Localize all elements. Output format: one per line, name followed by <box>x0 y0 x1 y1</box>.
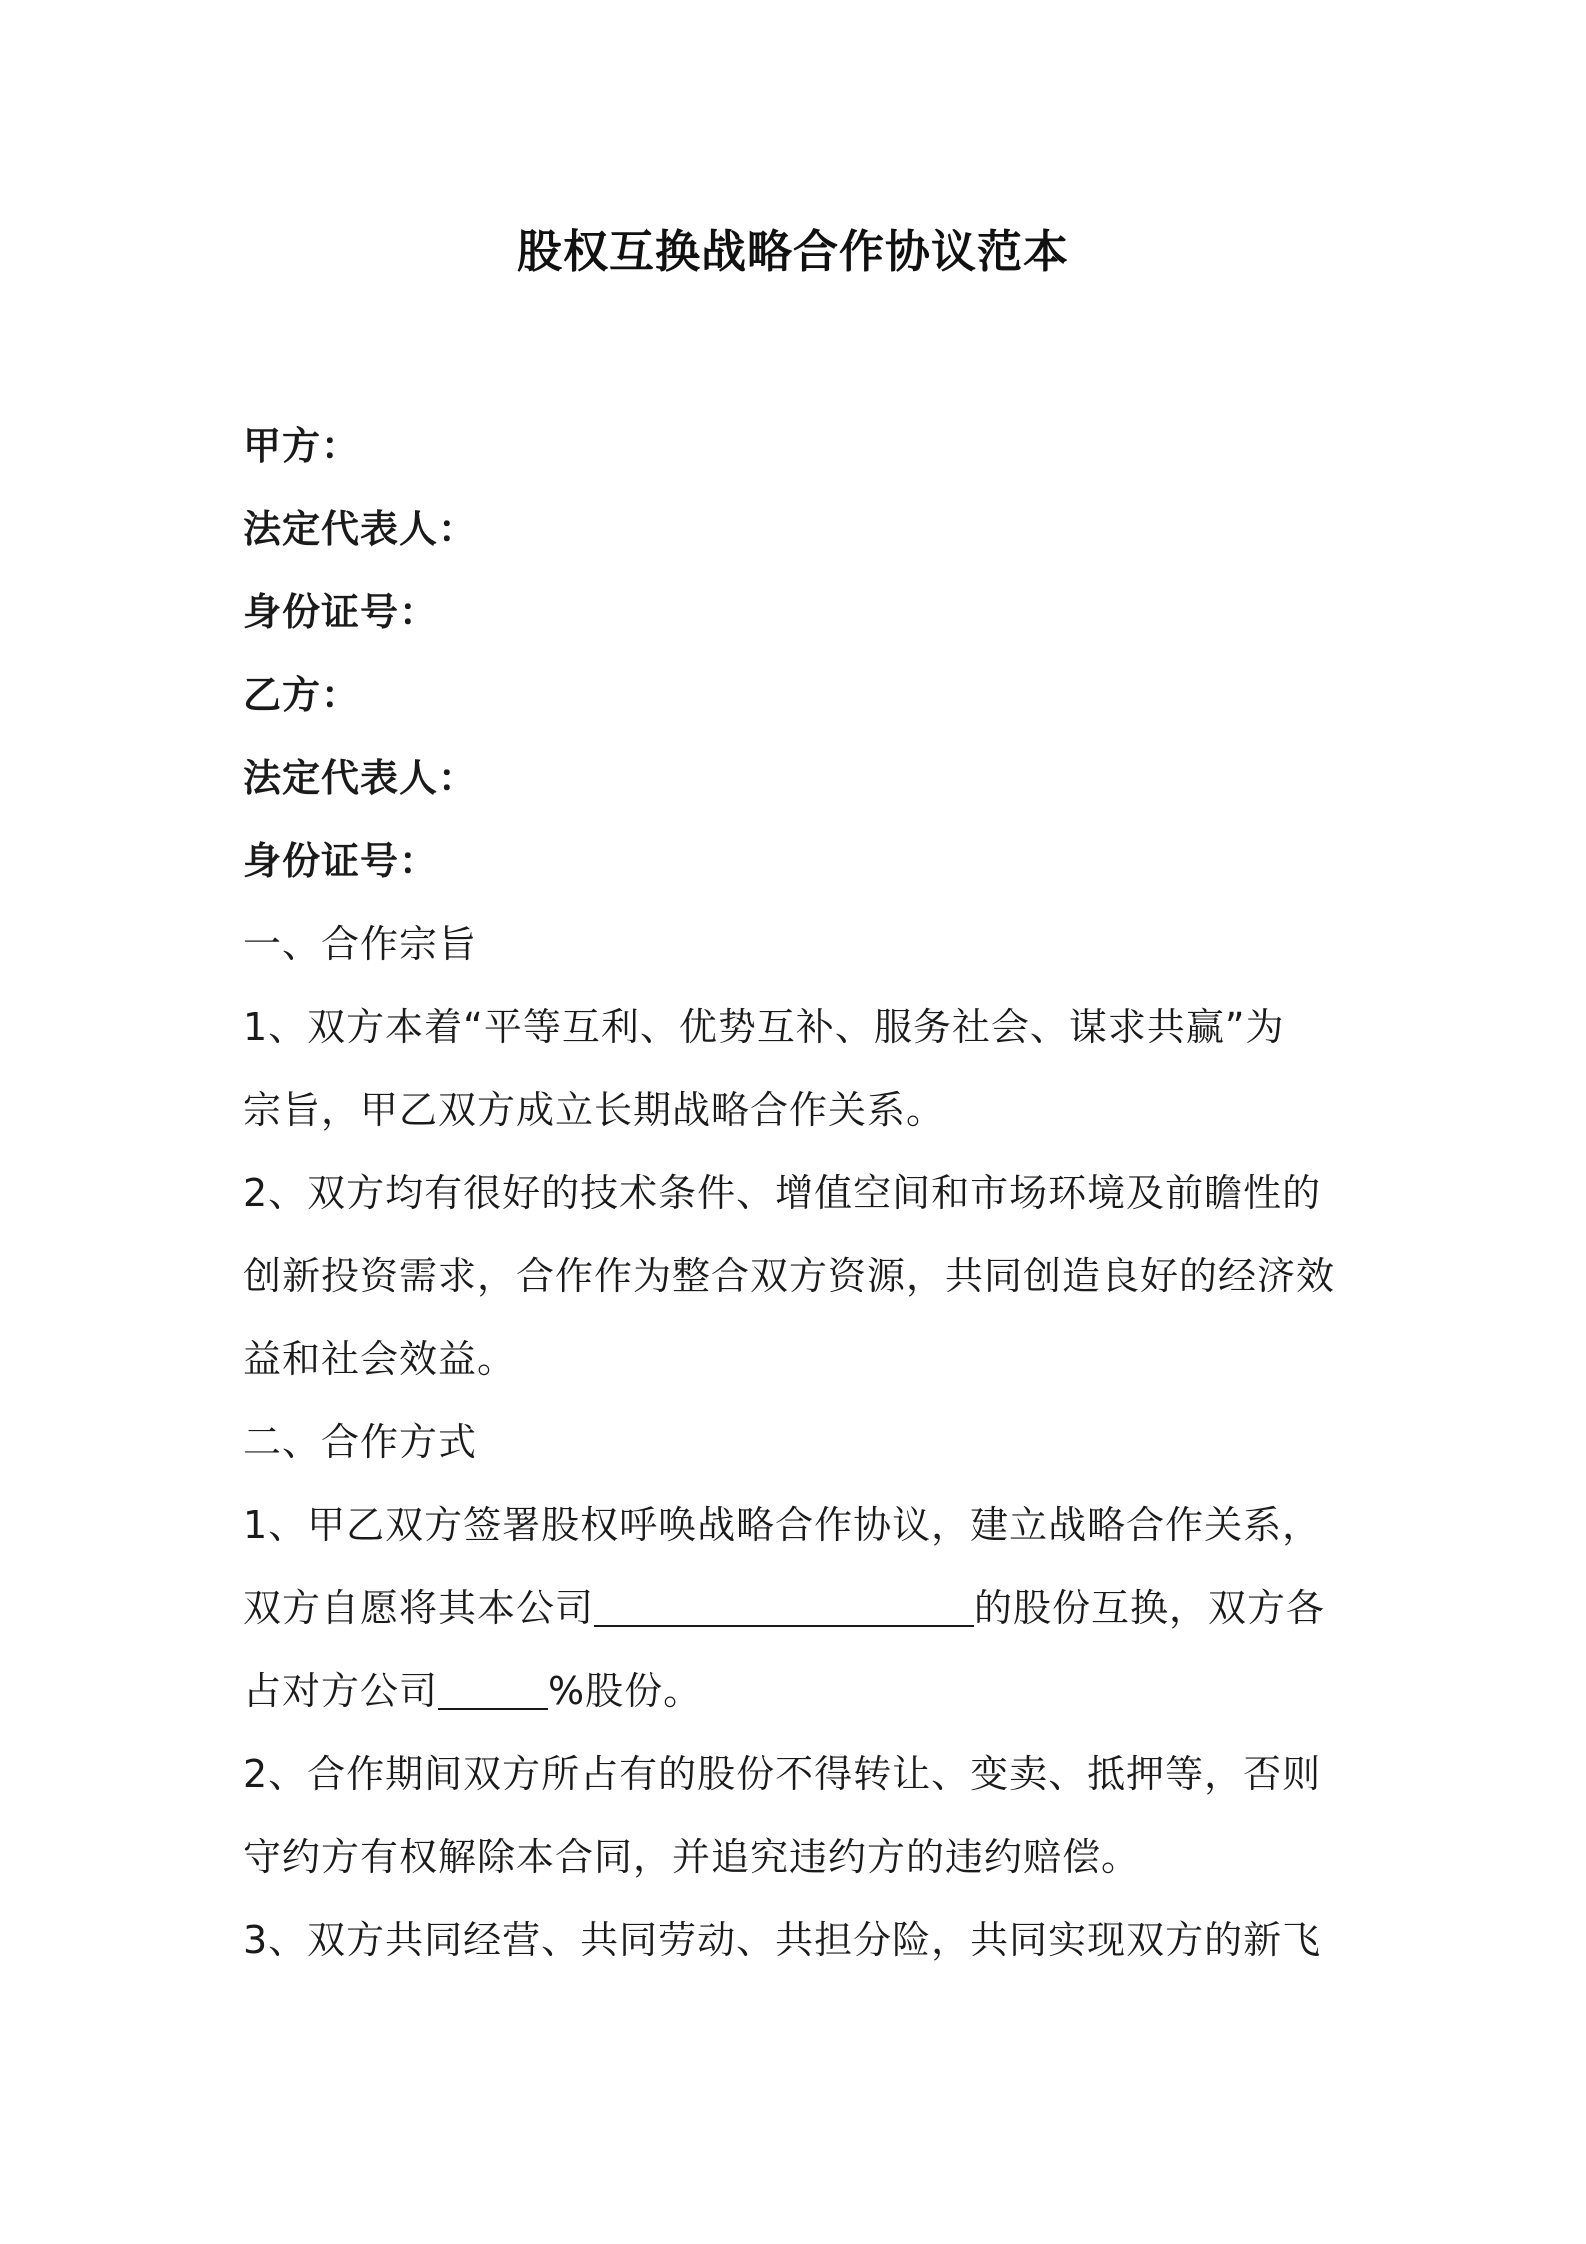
share-text-after-blank: %股份。 <box>548 1669 703 1713</box>
share-percent-blank <box>438 1670 548 1710</box>
party-a-id-label: 身份证号： <box>243 590 439 634</box>
party-a-label: 甲方： <box>243 424 361 468</box>
section-2-paragraph-2-line-1: 2、合作期间双方所占有的股份不得转让、变卖、抵押等，否则 <box>243 1752 1322 1796</box>
section-1-paragraph-2-line-3: 益和社会效益。 <box>243 1337 517 1381</box>
document-title: 股权互换战略合作协议范本 <box>516 225 1069 278</box>
company-text-after-blank: 的股份互换，双方各 <box>974 1586 1326 1630</box>
section-1-paragraph-2-line-1: 2、双方均有很好的技术条件、增值空间和市场环境及前瞻性的 <box>243 1171 1322 1215</box>
party-b-label: 乙方： <box>243 673 361 717</box>
company-text-before-blank: 双方自愿将其本公司 <box>243 1586 595 1630</box>
party-a-representative-label: 法定代表人： <box>243 507 478 551</box>
section-2-heading: 二、合作方式 <box>243 1420 478 1464</box>
section-2-paragraph-1-line-1: 1、甲乙双方签署股权呼唤战略合作协议，建立战略合作关系， <box>243 1503 1322 1547</box>
section-2-paragraph-3-line-1: 3、双方共同经营、共同劳动、共担分险，共同实现双方的新飞 <box>243 1918 1322 1962</box>
section-2-paragraph-1-line-3 <box>243 1650 1353 1733</box>
party-b-id-label: 身份证号： <box>243 839 439 883</box>
document-body <box>243 405 1353 1982</box>
section-2-paragraph-2-line-2: 守约方有权解除本合同，并追究违约方的违约赔偿。 <box>243 1835 1141 1879</box>
share-text-before-blank: 占对方公司 <box>243 1669 439 1713</box>
party-b-representative-label: 法定代表人： <box>243 756 478 800</box>
section-1-heading: 一、合作宗旨 <box>243 922 478 966</box>
section-2-paragraph-1-line-2 <box>243 1567 1353 1650</box>
section-1-paragraph-1-line-1: 1、双方本着“平等互利、优势互补、服务社会、谋求共赢”为 <box>243 1005 1285 1049</box>
section-1-paragraph-1-line-2: 宗旨，甲乙双方成立长期战略合作关系。 <box>243 1088 946 1132</box>
company-name-blank <box>594 1587 974 1627</box>
section-1-paragraph-2-line-2: 创新投资需求，合作作为整合双方资源，共同创造良好的经济效 <box>243 1254 1336 1298</box>
